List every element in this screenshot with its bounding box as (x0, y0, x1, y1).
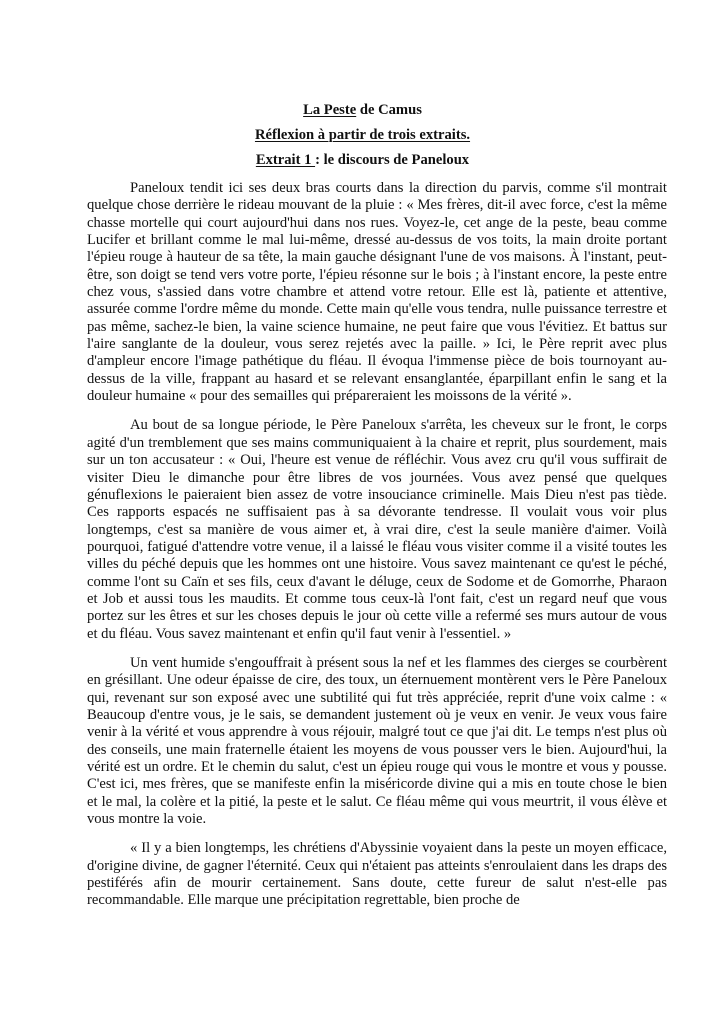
section-title: : le discours de Paneloux (315, 152, 470, 168)
document-body (87, 180, 667, 922)
paragraph-1: Paneloux tendit ici ses deux bras courts dans la direction du parvis, comme s'il montrait quelque chose derrière le rideau mouvant de la pluie : « Mes frères, dit-il avec force, c'est la même chasse mortelle qui court aujourd'hui dans nos rues. Voyez-le, cet ange de la peste, beau comme Lucifer et brillant comme le mal lui-même, dressé au-dessus de vos toits, la main droite portant l'épieu rouge à hauteur de sa tête, la main gauche désignant l'une de vos maisons. À l'instant, peut-être, son doigt se tend vers votre porte, l'épieu résonne sur le bois ; à l'instant encore, la peste entre chez vous, s'assied dans votre chambre et attend votre retour. Elle est là, patiente et attentive, assurée comme l'ordre même du monde. Cette main qu'elle vous tendra, nulle puissance terrestre et pas même, sachez-le bien, la vaine science humaine, ne peut faire que vous l'évitiez. Et battus sur l'aire sanglante de la douleur, vous serez rejetés avec la paille. » Ici, le Père reprit avec plus d'ampleur encore l'image pathétique du fléau. Il évoqua l'immense pièce de bois tournoyant au-dessus de la ville, frappant au hasard et se relevant ensanglantée, éparpillant enfin le sang et la douleur humaine « pour des semailles qui prépareraient les moissons de la vérité ». (87, 180, 667, 405)
paragraph-4: « Il y a bien longtemps, les chrétiens d'Abyssinie voyaient dans la peste un moyen efficace, d'origine divine, de gagner l'éternité. Ceux qui n'étaient pas atteints s'enroulaient dans les draps des pestiférés afin de mourir certainement. Sans doute, cette fureur de salut n'est-elle pas recommandable. Elle marque une précipitation regrettable, bien proche de (87, 840, 667, 909)
section-heading (0, 148, 725, 173)
author-suffix: de Camus (356, 102, 422, 118)
title-block (0, 98, 725, 173)
document-subtitle (0, 123, 725, 148)
section-label: Extrait 1 (255, 152, 316, 168)
subtitle-text: Réflexion à partir de trois extraits. (254, 127, 471, 143)
work-title: La Peste (303, 102, 357, 118)
paragraph-3: Un vent humide s'engouffrait à présent sous la nef et les flammes des cierges se courbèrent en grésillant. Une odeur épaisse de cire, des toux, un éternuement montèrent vers le Père Paneloux qui, revenant sur son exposé avec une subtilité qui fut très appréciée, reprit d'une voix calme : « Beaucoup d'entre vous, je le sais, se demandent justement où je veux en venir. Je veux vous faire venir à la vérité et vous apprendre à vous réjouir, malgré tout ce que j'ai dit. Le temps n'est plus où des conseils, une main fraternelle étaient les moyens de vous pousser vers le bien. Aujourd'hui, la vérité est un ordre. Et le chemin du salut, c'est un épieu rouge qui vous le montre et vous y pousse. C'est ici, mes frères, que se manifeste enfin la miséricorde divine qui a mis en toute chose le bien et le mal, la colère et la pitié, la peste et le salut. Ce fléau même qui vous meurtrit, il vous élève et vous montre la voie. (87, 654, 667, 828)
paragraph-2: Au bout de sa longue période, le Père Paneloux s'arrêta, les cheveux sur le front, le corps agité d'un tremblement que ses mains communiquaient à la chaire et reprit, plus sourdement, mais sur un ton accusateur : « Oui, l'heure est venue de réfléchir. Vous avez cru qu'il vous suffirait de visiter Dieu le dimanche pour être libres de vos journées. Vous avez pensé que quelques génuflexions le paieraient bien assez de votre insouciance criminelle. Mais Dieu n'est pas tiède. Ces rapports espacés ne suffisaient pas à sa dévorante tendresse. Il voulait vous voir plus longtemps, c'est sa manière de vous aimer et, à vrai dire, c'est la seule manière d'aimer. Voilà pourquoi, fatigué d'attendre votre venue, il a laissé le fléau vous visiter comme il a visité toutes les villes du péché depuis que les hommes ont une histoire. Vous savez maintenant ce qu'est le péché, comme l'ont su Caïn et ses fils, ceux d'avant le déluge, ceux de Sodome et de Gomorrhe, Pharaon et Job et aussi tous les maudits. Et comme tous ceux-là l'ont fait, c'est un regard neuf que vous portez sur les êtres et sur les choses depuis le jour où cette ville a refermé ses murs autour de vous et du fléau. Vous savez maintenant et enfin qu'il faut venir à l'essentiel. » (87, 417, 667, 642)
document-title (0, 98, 725, 123)
